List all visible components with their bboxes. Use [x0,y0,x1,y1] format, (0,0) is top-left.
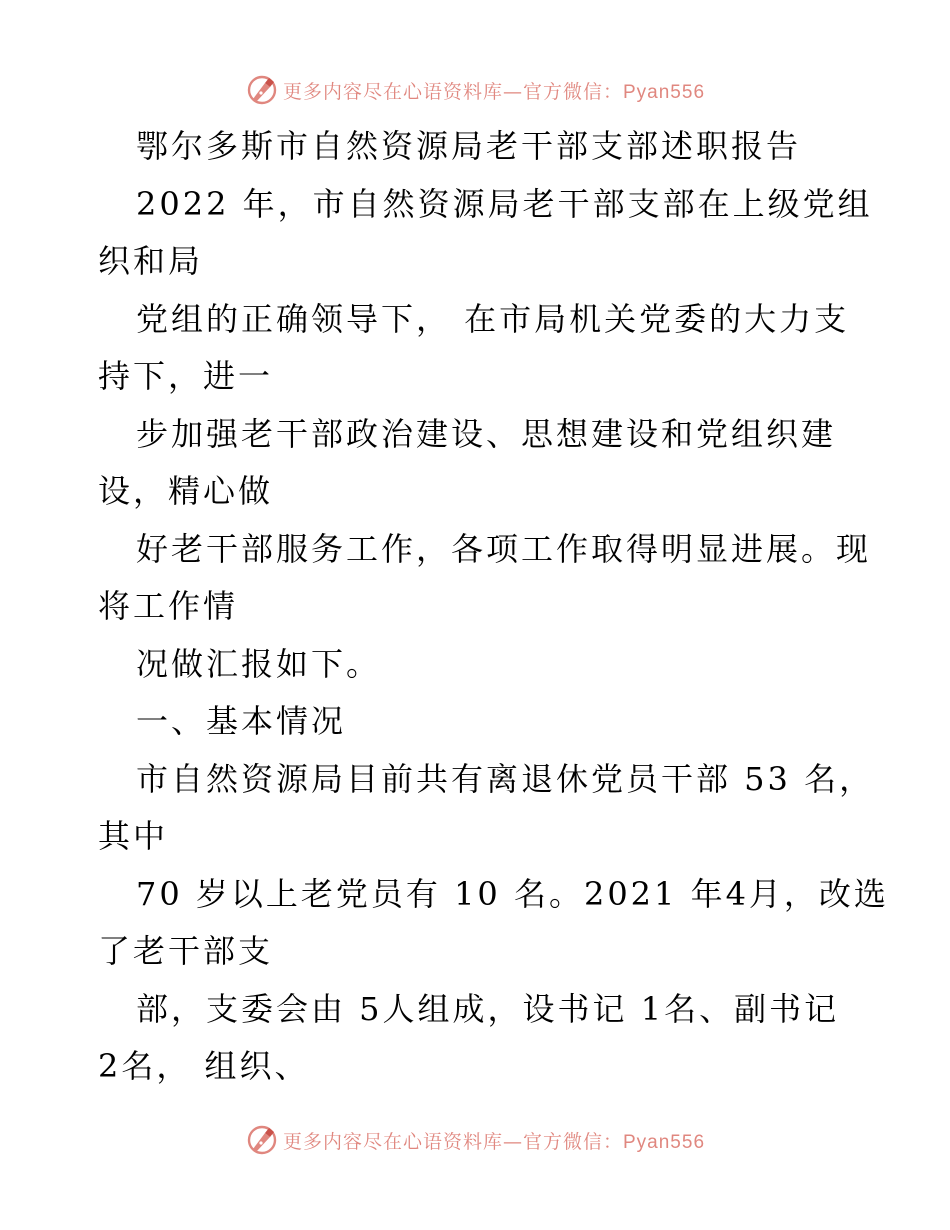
text-line: 党组的正确领导下， 在市局机关党委的大力支 [136,299,850,338]
watermark-tail-text: 官方微信：Pyan556 [523,1131,706,1153]
text-line: 鄂尔多斯市自然资源局老干部支部述职报告 [136,127,802,165]
watermark-dash: — [503,80,523,103]
text-line: 将工作情 [98,587,239,625]
text-line: 设，精心做 [98,472,274,510]
text-line: 市自然资源局目前共有离退休党员干部 53 名， [136,759,875,798]
pen-nib-logo-icon [245,1123,279,1157]
text-line: 织和局 [98,242,204,280]
watermark-main-text: 更多内容尽在心语资料库 [282,1130,503,1153]
text-line: 了老干部支 [98,932,274,970]
text-line: 持下，进一 [98,357,274,395]
text-line: 步加强老干部政治建设、思想建设和党组织建 [136,414,837,453]
watermark-main-text: 更多内容尽在心语资料库 [282,80,503,103]
text-line: 70 岁以上老党员有 10 名。2021 年4月，改选 [136,874,889,913]
pen-nib-logo-icon [245,73,279,107]
text-line: 好老干部服务工作，各项工作取得明显进展。现 [136,529,872,568]
document-body [98,118,889,1096]
text-line: 2名， 组织、 [98,1047,310,1085]
text-line: 况做汇报如下。 [136,644,382,683]
watermark-header [0,70,950,110]
text-line: 2022 年，市自然资源局老干部支部在上级党组 [136,184,873,223]
text-line: 一、基本情况 [136,702,347,740]
watermark-footer [0,1120,950,1160]
watermark-dash: — [503,1130,523,1153]
text-line: 其中 [98,817,169,855]
watermark-tail-text: 官方微信：Pyan556 [523,81,706,103]
text-line: 部，支委会由 5人组成，设书记 1名、副书记 [136,989,840,1028]
